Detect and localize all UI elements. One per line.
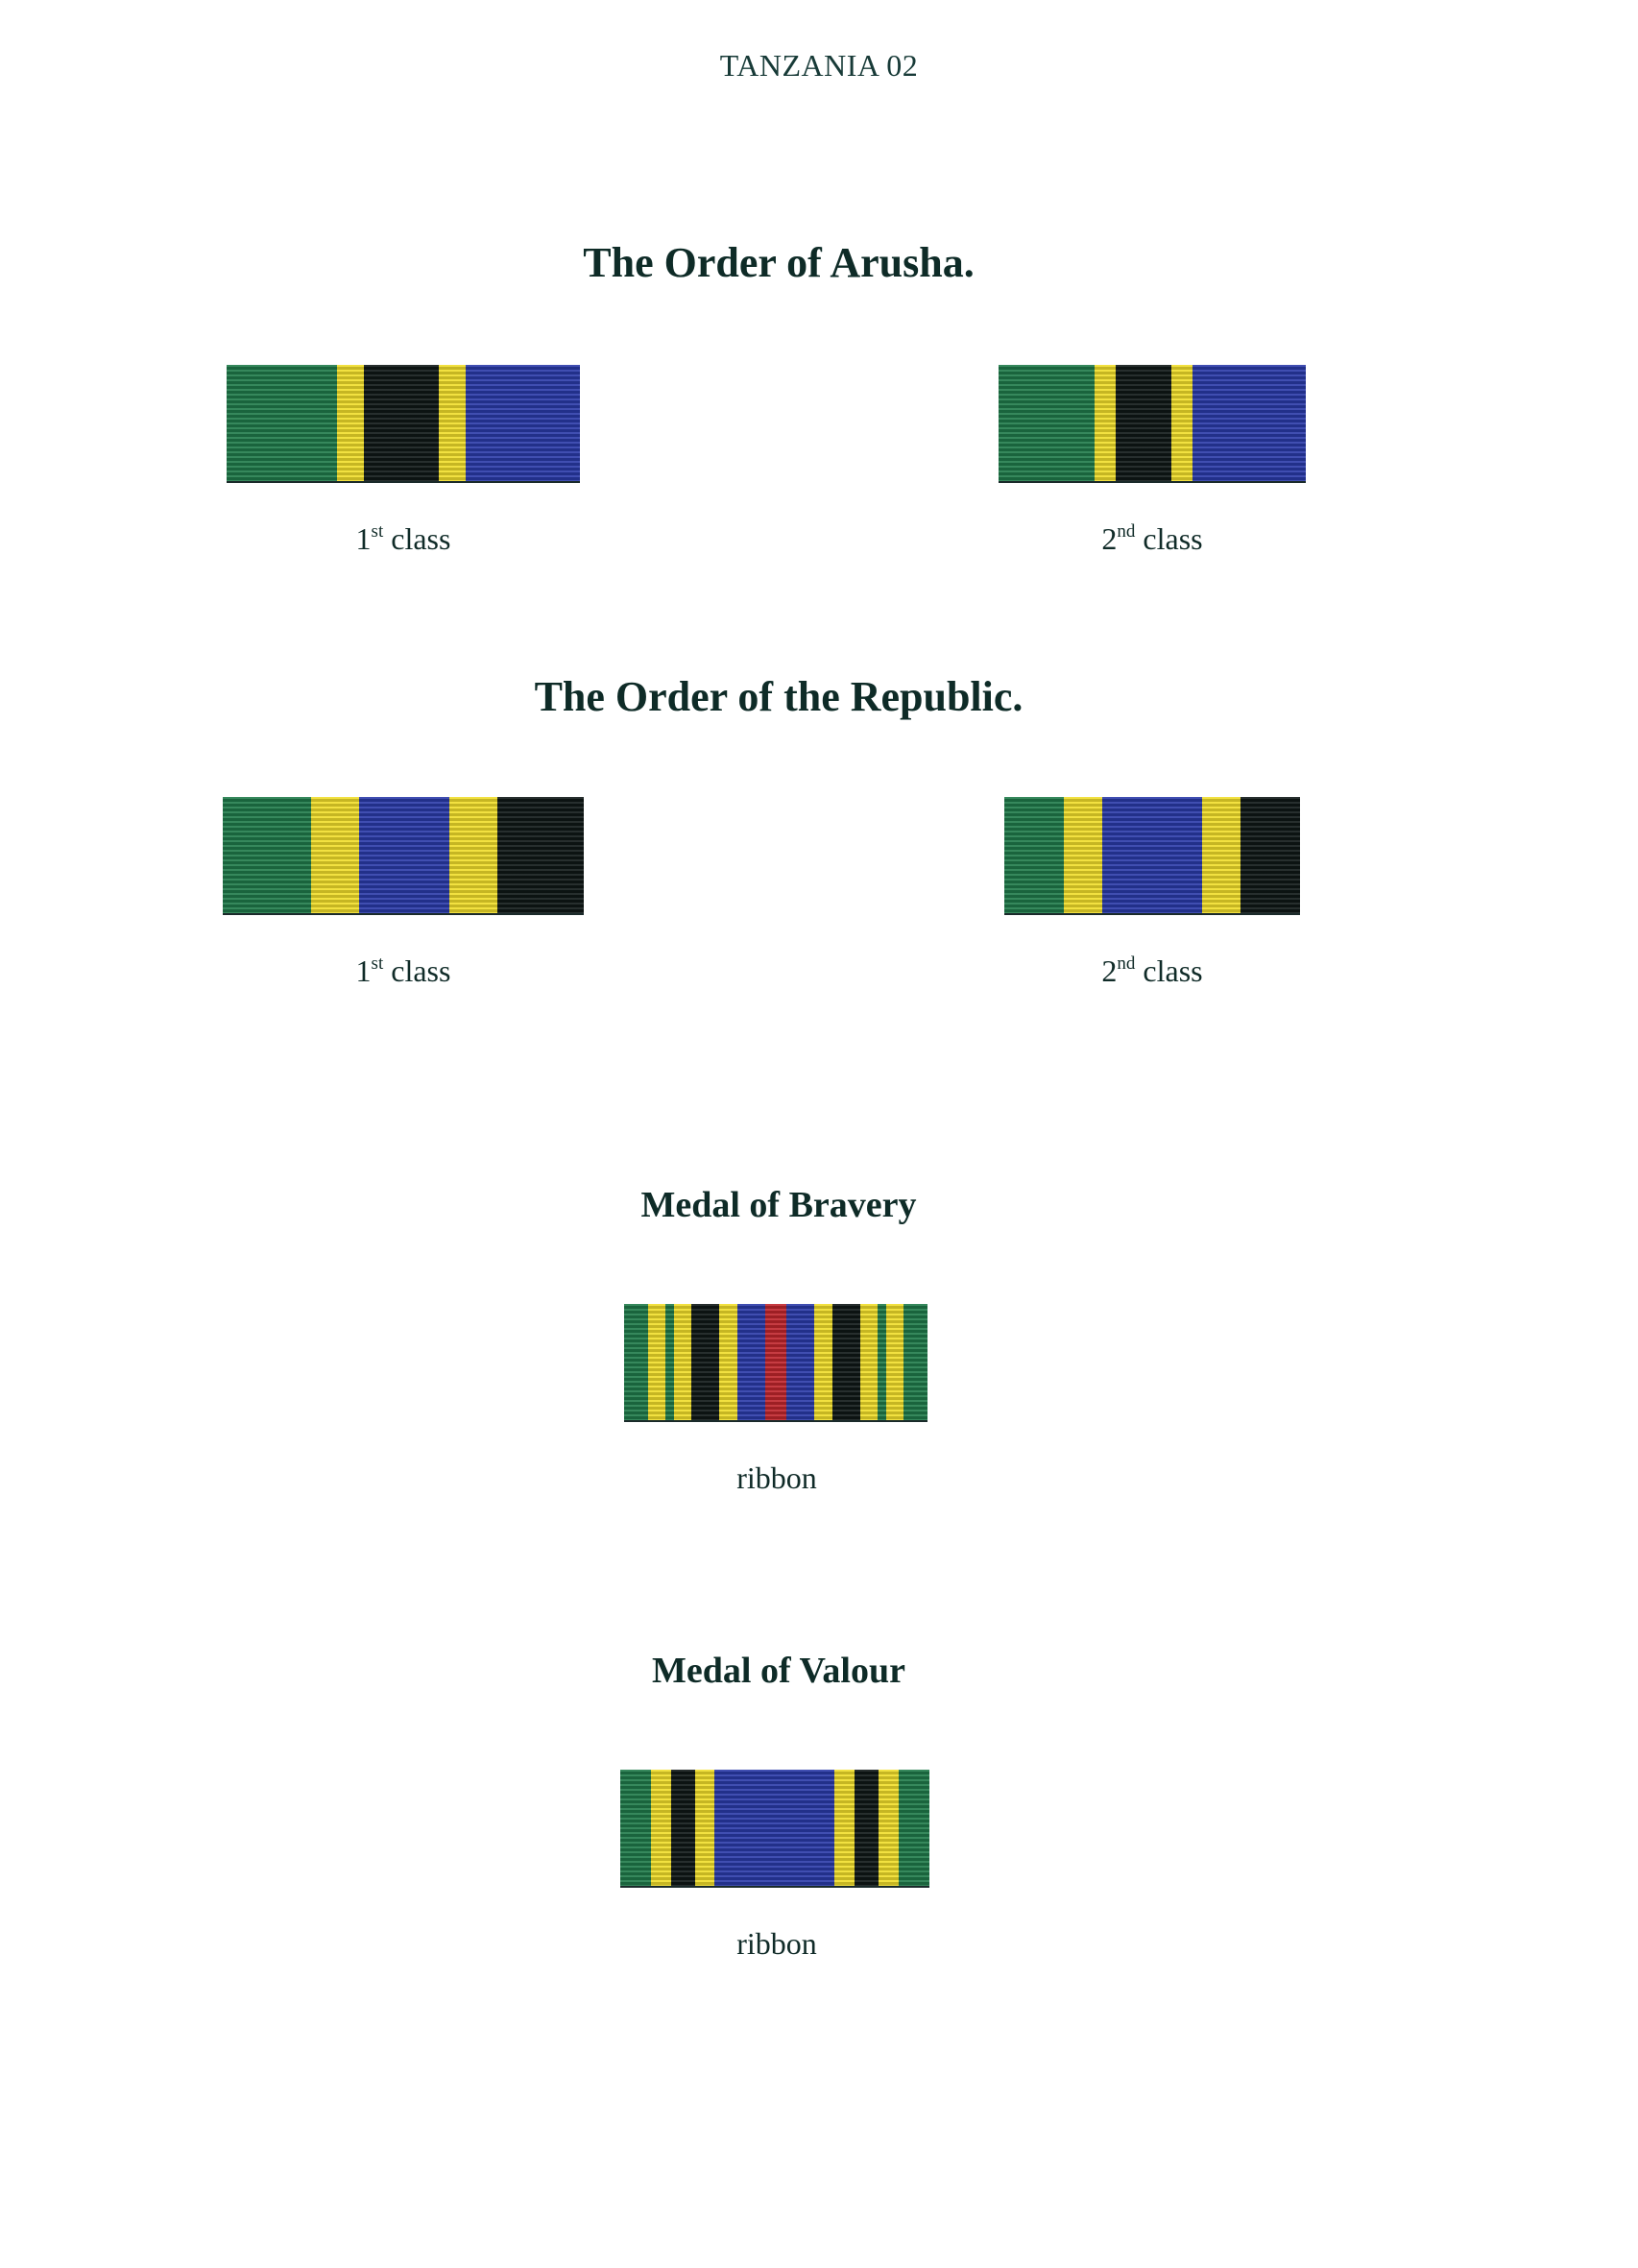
ribbon-stripe-black (855, 1770, 879, 1886)
section-title-republic: The Order of the Republic. (534, 673, 1024, 720)
ribbon-republic-1st-class (223, 797, 584, 915)
ribbon-stripe-blue (714, 1770, 834, 1886)
caption-republic-2nd-class: 2nd class (1101, 953, 1203, 988)
ribbon-stripe-black (691, 1304, 719, 1420)
ribbon-stripe-blue (1192, 365, 1306, 481)
ribbon-stripe-green (1004, 797, 1064, 913)
ribbon-republic-2nd-class (1004, 797, 1300, 915)
ribbon-stripe-yellow (439, 365, 466, 481)
ribbon-stripe-green (878, 1304, 885, 1420)
ribbon-stripe-green (665, 1304, 673, 1420)
ribbon-stripe-green (227, 365, 337, 481)
ribbon-stripe-blue (1102, 797, 1202, 913)
ribbon-stripe-yellow (1202, 797, 1241, 913)
section-title-valour: Medal of Valour (652, 1651, 905, 1691)
section-title-arusha: The Order of Arusha. (583, 239, 975, 286)
ribbon-stripe-yellow (719, 1304, 737, 1420)
ribbon-stripe-black (1116, 365, 1171, 481)
ribbon-stripe-black (832, 1304, 860, 1420)
ribbon-stripe-yellow (1095, 365, 1116, 481)
ribbon-stripe-green (899, 1770, 929, 1886)
ribbon-stripe-yellow (674, 1304, 692, 1420)
ribbon-medal-of-valour (620, 1770, 929, 1888)
ribbon-stripe-green (903, 1304, 927, 1420)
ribbon-stripe-yellow (814, 1304, 832, 1420)
ribbon-stripe-black (671, 1770, 695, 1886)
caption-republic-1st-class: 1st class (355, 953, 451, 988)
ribbon-stripe-black (1241, 797, 1300, 913)
ribbon-stripe-black (497, 797, 584, 913)
caption-valour: ribbon (736, 1926, 817, 1961)
ribbon-stripe-yellow (337, 365, 364, 481)
caption-bravery: ribbon (736, 1460, 817, 1495)
ribbon-stripe-blue (786, 1304, 814, 1420)
ribbon-stripe-yellow (834, 1770, 855, 1886)
ribbon-stripe-yellow (879, 1770, 899, 1886)
ribbon-arusha-2nd-class (999, 365, 1306, 483)
ribbon-stripe-blue (737, 1304, 765, 1420)
page-header: TANZANIA 02 (719, 48, 919, 83)
ribbon-stripe-yellow (860, 1304, 879, 1420)
ribbon-stripe-green (620, 1770, 651, 1886)
ribbon-stripe-yellow (695, 1770, 715, 1886)
ribbon-stripe-red (765, 1304, 787, 1420)
ribbon-stripe-blue (466, 365, 580, 481)
ribbon-stripe-green (223, 797, 311, 913)
ribbon-stripe-yellow (449, 797, 497, 913)
ribbon-stripe-yellow (1064, 797, 1102, 913)
ribbon-stripe-green (999, 365, 1095, 481)
ribbon-stripe-yellow (311, 797, 359, 913)
ribbon-stripe-yellow (651, 1770, 671, 1886)
ribbon-arusha-1st-class (227, 365, 580, 483)
ribbon-stripe-green (624, 1304, 648, 1420)
ribbon-medal-of-bravery (624, 1304, 927, 1422)
section-title-bravery: Medal of Bravery (640, 1185, 917, 1225)
ribbon-stripe-black (364, 365, 439, 481)
ribbon-stripe-yellow (886, 1304, 904, 1420)
caption-arusha-1st-class: 1st class (355, 521, 451, 556)
ribbon-stripe-yellow (648, 1304, 666, 1420)
ribbon-stripe-blue (359, 797, 449, 913)
ribbon-stripe-yellow (1171, 365, 1192, 481)
caption-arusha-2nd-class: 2nd class (1101, 521, 1203, 556)
